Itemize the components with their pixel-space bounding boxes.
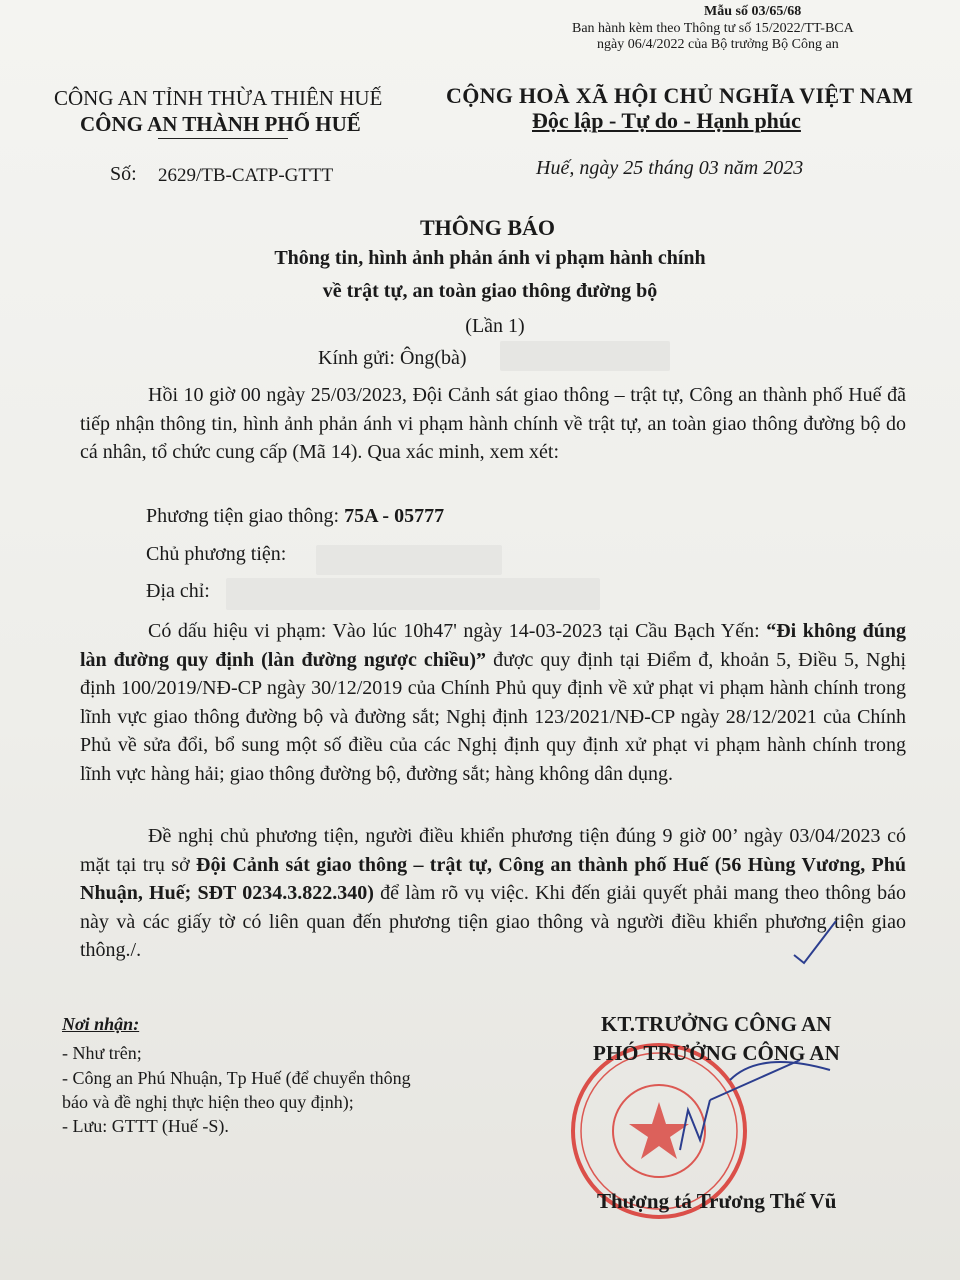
agency-parent: CÔNG AN TỈNH THỪA THIÊN HUẾ <box>54 86 383 110</box>
addressee-label: Kính gửi: Ông(bà) <box>318 347 467 369</box>
violation-lead: Có dấu hiệu vi phạm: Vào lúc 10h47' ngày 14-03-2023 tại Cầu Bạch Yến: <box>148 620 760 642</box>
issued-note-line1: Ban hành kèm theo Thông tư số 15/2022/TT-BCA <box>572 21 854 36</box>
recipient-item: - Công an Phú Nhuận, Tp Huế (để chuyển thông <box>62 1068 411 1088</box>
recipients-title: Nơi nhận: <box>62 1014 140 1034</box>
signer-title-line2: PHÓ TRƯỞNG CÔNG AN <box>593 1041 840 1065</box>
doc-number-label: Số: <box>110 163 137 185</box>
redacted-name <box>500 341 670 371</box>
doc-number: 2629/TB-CATP-GTTT <box>158 165 334 186</box>
recipient-item: - Lưu: GTTT (Huế -S). <box>62 1116 229 1136</box>
agency-underline <box>158 138 288 139</box>
owner-label: Chủ phương tiện: <box>146 543 287 565</box>
recipient-item: - Như trên; <box>62 1043 142 1063</box>
violation-name: “Đi không đúng làn đường quy định (làn đường ngược chiều)” <box>80 620 906 671</box>
request-paragraph <box>80 822 906 965</box>
tick-mark <box>790 915 840 965</box>
nation-title: CỘNG HOÀ XÃ HỘI CHỦ NGHĨA VIỆT NAM <box>446 83 914 108</box>
request-rest: để làm rõ vụ việc. Khi đến giải quyết phải mang theo thông báo này và các giấy tờ có liên quan đến phương tiện giao thông và người điều khiển phương tiện giao thông./. <box>80 882 907 961</box>
redacted-owner <box>316 545 502 575</box>
national-motto: Độc lập - Tự do - Hạnh phúc <box>532 108 801 133</box>
vehicle-label: Phương tiện giao thông: <box>146 505 340 527</box>
notice-title: THÔNG BÁO <box>419 215 556 240</box>
recipient-item: báo và đề nghị thực hiện theo quy định); <box>62 1092 354 1112</box>
signer-title-line1: KT.TRƯỞNG CÔNG AN <box>601 1012 832 1036</box>
agency-name: CÔNG AN THÀNH PHỐ HUẾ <box>80 112 361 136</box>
place-date: Huế, ngày 25 tháng 03 năm 2023 <box>536 157 804 179</box>
violation-paragraph <box>80 617 906 788</box>
request-lead: Đề nghị chủ phương tiện, người điều khiển phương tiện đúng 9 giờ 00’ ngày 03/04/2023 có mặt tại trụ sở <box>80 825 906 876</box>
issued-note-line2: ngày 06/4/2022 của Bộ trưởng Bộ Công an <box>597 37 839 52</box>
request-place: Đội Cảnh sát giao thông – trật tự, Công an thành phố Huế (56 Hùng Vương, Phú Nhuận, Huế; SĐT 0234.3.822.340) <box>80 853 907 904</box>
redacted-address <box>226 578 600 610</box>
intro-paragraph: Hồi 10 giờ 00 ngày 25/03/2023, Đội Cảnh sát giao thông – trật tự, Công an thành phố Huế đã tiếp nhận thông tin, hình ảnh phản ánh vi phạm hành chính về trật tự, an toàn giao thông đường bộ do cá nhân, tổ chức cung cấp (Mã 14). Qua xác minh, xem xét: <box>80 384 906 463</box>
notice-issue: (Lần 1) <box>465 315 525 337</box>
address-label: Địa chỉ: <box>146 580 210 602</box>
vehicle-plate: 75A - 05777 <box>344 505 445 527</box>
notice-subtitle-line2: về trật tự, an toàn giao thông đường bộ <box>322 280 658 302</box>
vehicle-field <box>146 505 444 528</box>
signer-name: Thượng tá Trương Thế Vũ <box>597 1189 837 1213</box>
form-number: Mẫu số 03/65/68 <box>704 4 802 19</box>
violation-legal-basis: được quy định tại Điểm đ, khoản 5, Điều 5, Nghị định 100/2019/NĐ-CP ngày 30/12/2019 của Chính Phủ quy định về xử phạt vi phạm hành chính trong lĩnh vực giao thông đường bộ và đường sắt; Nghị định 123/2021/NĐ-CP ngày 28/12/2021 của Chính Phủ về sửa đổi, bổ sung một số điều của các Nghị định quy định xử phạt vi phạm hành chính trong lĩnh vực hàng hải; giao thông đường bộ, đường sắt; hàng không dân dụng. <box>80 648 906 785</box>
notice-subtitle-line1: Thông tin, hình ảnh phản ánh vi phạm hành chính <box>274 247 706 269</box>
